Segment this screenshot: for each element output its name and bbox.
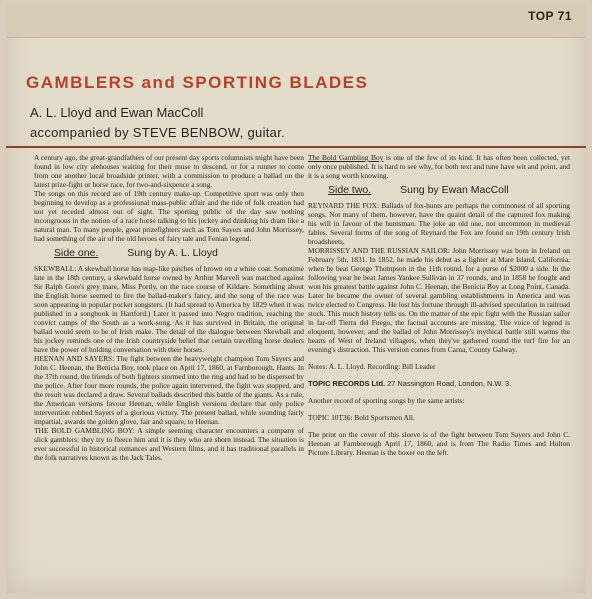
skewball-note: SKEWBALL: A skewball horse has map-like patches of brown on a white coat. Sometime late in the 18th century, a skewbald horse owned by Arthur Marvell was matched against Sir Ralph Gore's grey mare, Miss Portly, on the race course of Kildare. Something about the English horse seemed to fire the ballad-maker's fancy, and the song of the race was soon appearing in popular pocket songsters. (It had spread to America by 1829 when it was published in a songbook in Hartford.) Later it passed into Negro tradition, reaching the convict camps of the South as a work-song. As it has survived in Britain, the original ballad would seem to be of Irish make. The detail of the dialogue between Skewball and his jockey reminds one of the Irish countryside belief that certain travelling horse dealers have the power of holding conversation with their horses. — [34, 264, 304, 354]
side-one-heading — [34, 249, 304, 258]
side-one-singer: Sung by A. L. Lloyd — [127, 247, 218, 259]
left-column — [34, 153, 304, 593]
label-address — [308, 379, 570, 388]
reynard-note: REYNARD THE FOX: Ballads of fox-hunts are perhaps the commonest of all sporting songs. Not many of them, however, have the quaint detail of the captured fox making his will in favour of the huntsman. The joke an old one, not uncommon in medieval fables. Several forms of the song of Reynard the Fox are found on 19th century Irish broadsheets. — [308, 201, 570, 246]
accompaniment-line: accompanied by STEVE BENBOW, guitar. — [30, 125, 286, 140]
side-two-heading — [308, 186, 570, 195]
right-column — [308, 153, 570, 593]
spacer — [308, 405, 570, 413]
side-two-singer: Sung by Ewan MacColl — [400, 184, 509, 196]
side-two-label: Side two. — [328, 184, 372, 196]
label-name: TOPIC RECORDS Ltd. — [308, 379, 386, 388]
artists-line: A. L. Lloyd and Ewan MacColl — [30, 105, 204, 120]
cover-print-credit: The print on the cover of this sleeve is of the fight between Tom Sayers and John C. Heenan at Farnborough April 17, 1860, and is from The Radio Times and Hulton Picture Library. Heenan is the boxer on the left. — [308, 430, 570, 457]
intro-paragraph-1: A century ago, the great-grandfathers of our present day sports columnists might have been found in low city alehouses waiting for their muse to descend, or for a runner to come from one another local broadside printer, with a commission to produce a ballad on the latest prize-fight or horse race, for two-and-sixpence a song. — [34, 153, 304, 189]
divider-rule — [6, 146, 586, 148]
catalog-number: TOP 71 — [528, 9, 572, 23]
spacer — [308, 388, 570, 396]
bold-gambling-boy-continued — [308, 153, 570, 180]
side-one-label: Side one. — [54, 247, 99, 259]
other-record-title: TOPIC 10T36: Bold Sportsmen All. — [308, 413, 415, 422]
top-strip — [6, 3, 586, 38]
spacer — [308, 354, 570, 362]
bold-gambling-boy-note: THE BOLD GAMBLING BOY: A simple seeming character encounters a company of slick gamblers: they try to fleece him and it is they who are shorn instead. The situation is ever successful in historical romances and Western films, and it has traditional parallels in the folk narratives known as the Jack Tales. — [34, 426, 304, 462]
spacer — [308, 422, 570, 430]
bold-gambling-boy-title: The Bold Gambling Boy — [308, 153, 384, 162]
label-street: 27 Nassington Road, London, N.W. 3. — [387, 379, 512, 388]
heenan-sayers-note: HEENAN AND SAYERS: The fight between the heavyweight champion Tom Sayers and John C. Heenan, the Benicia Boy, took place on April 17, 1860, at Farnborough, Hants. In the 37th round, the friends of both fighters stormed into the ring and had to be dispersed by the police. After four more rounds, the police again intervened, the fight was stopped, and the result was declared a draw. Several ballads described this battle of the giants. As a rule, the American versions favour Heenan, while English versions declare that only police intervention robbed Sayers of a glorious victory. The present ballad, while sounding fairly impartial, awards the golden glove, fair and square, to Heenan. — [34, 354, 304, 426]
record-sleeve — [6, 3, 586, 593]
morrissey-note: MORRISSEY AND THE RUSSIAN SAILOR: John Morrissey was born in Ireland on February 5th, 1831. In 1852, he made his debut as a fighter at Mare Island, California, when he beat George Thompson in the 11th round, for a purse of $2000 a side. In the following year he beat James Yankee Sullivan in 37 rounds, and in 1858 he fought and won his greatest battle against John C. Heenan, the Benicia Boy at Long Point, Canada. Later he became the owner of several gambling establishments in America and was twice elected to Congress. He lost his fortune through ill-advised speculation in railroad stock. This much history tells us. On the matter of the epic fight with the Russian sailor in far-off Tierra del Fuego, the factual accounts are missing. The voice of legend is eloquent, however, and the ballad of John Morrissey's mythical battle still warms the hearts of West of Ireland villagers, when they've gathered round the turf fire for an evening's distraction. This version comes from Carna, County Galway. — [308, 246, 570, 354]
album-title: GAMBLERS and SPORTING BLADES — [26, 73, 369, 92]
another-record-intro: Another record of sporting songs by the same artists: — [308, 396, 465, 405]
bold-gambling-boy-rest: is one of the few of its kind. It has often been collected, yet only once published. It is hard to see why, for both text and tune have wit and point, and it is a song worth knowing. — [308, 153, 570, 180]
spacer — [308, 371, 570, 379]
intro-paragraph-2: The songs on this record are of 19th century make-up. Competitive sport was only then beginning to develop as a professional mass-public affair and the tide of folk creation had not yet receded almost out of sight. The sporting public of the day saw nothing incongruous in the notion of a race horse talking to his jockey and drinking his dram like a natural man. To many people, great prizefighters such as Tom Sayers and John Morrissey, had something of the air of the old heroes of fairy tale and Fenian legend. — [34, 189, 304, 243]
notes-credit: Notes: A. L. Lloyd. Recording: Bill Leader — [308, 362, 436, 371]
